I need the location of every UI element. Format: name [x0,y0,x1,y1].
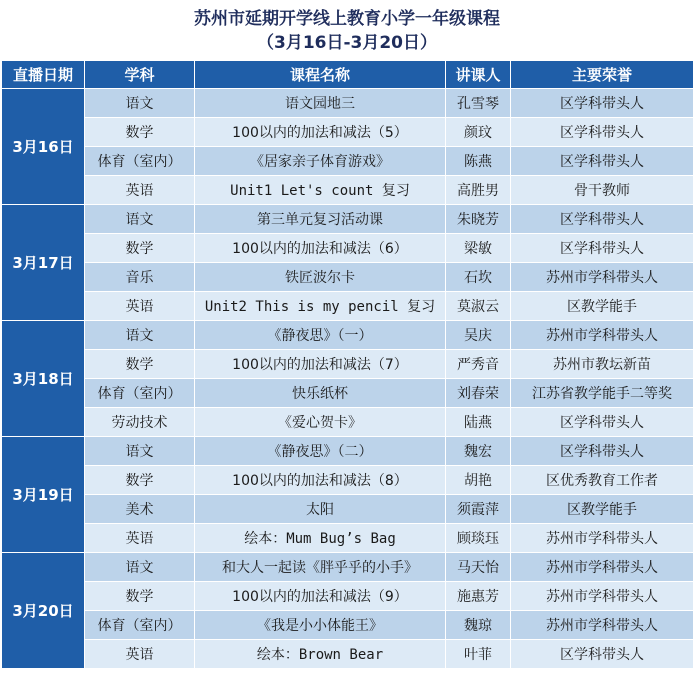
subject-cell: 语文 [85,89,195,118]
subject-cell: 美术 [85,495,195,524]
table-row [2,292,694,321]
subject-cell: 英语 [85,640,195,669]
header-teacher: 讲课人 [446,61,511,89]
header-date: 直播日期 [2,61,85,89]
course-cell: 《我是小小体能王》 [195,611,446,640]
course-cell: 100以内的加法和减法（6） [195,234,446,263]
honor-cell: 区学科带头人 [511,118,694,147]
table-row [2,263,694,292]
subject-cell: 音乐 [85,263,195,292]
course-cell: 《爱心贺卡》 [195,408,446,437]
schedule-title [0,0,694,60]
course-cell: 快乐纸杯 [195,379,446,408]
table-row [2,437,694,466]
teacher-cell: 朱晓芳 [446,205,511,234]
course-cell: 绘本：Brown Bear [195,640,446,669]
subject-cell: 体育（室内） [85,147,195,176]
table-header-row [2,61,694,89]
course-cell: Unit1 Let's count 复习 [195,176,446,205]
teacher-cell: 顾琰珏 [446,524,511,553]
broadcast-date-cell: 3月17日 [2,205,85,321]
broadcast-date-cell: 3月16日 [2,89,85,205]
title-date-range: （3月16日-3月20日） [256,33,438,53]
table-row [2,118,694,147]
honor-cell: 区学科带头人 [511,234,694,263]
course-cell: 100以内的加法和减法（7） [195,350,446,379]
subject-cell: 体育（室内） [85,379,195,408]
table-row [2,350,694,379]
teacher-cell: 颜玟 [446,118,511,147]
header-honor: 主要荣誉 [511,61,694,89]
honor-cell: 区学科带头人 [511,408,694,437]
honor-cell: 区学科带头人 [511,205,694,234]
honor-cell: 区学科带头人 [511,437,694,466]
schedule-table [1,60,694,669]
table-row [2,553,694,582]
honor-cell: 区学科带头人 [511,89,694,118]
header-course: 课程名称 [195,61,446,89]
course-cell: 《静夜思》（二） [195,437,446,466]
honor-cell: 苏州市学科带头人 [511,582,694,611]
teacher-cell: 吴庆 [446,321,511,350]
honor-cell: 区学科带头人 [511,640,694,669]
course-cell: 100以内的加法和减法（9） [195,582,446,611]
course-cell: 铁匠波尔卡 [195,263,446,292]
subject-cell: 体育（室内） [85,611,195,640]
teacher-cell: 魏宏 [446,437,511,466]
teacher-cell: 须霞萍 [446,495,511,524]
teacher-cell: 陆燕 [446,408,511,437]
table-row [2,582,694,611]
course-cell: 100以内的加法和减法（5） [195,118,446,147]
table-row [2,176,694,205]
teacher-cell: 严秀音 [446,350,511,379]
table-row [2,147,694,176]
teacher-cell: 叶菲 [446,640,511,669]
schedule-body [2,89,694,669]
subject-cell: 英语 [85,292,195,321]
honor-cell: 苏州市学科带头人 [511,611,694,640]
subject-cell: 数学 [85,466,195,495]
teacher-cell: 高胜男 [446,176,511,205]
table-row [2,234,694,263]
honor-cell: 苏州市学科带头人 [511,263,694,292]
table-row [2,408,694,437]
broadcast-date-cell: 3月20日 [2,553,85,669]
course-cell: 和大人一起读《胖乎乎的小手》 [195,553,446,582]
subject-cell: 数学 [85,118,195,147]
table-row [2,611,694,640]
teacher-cell: 莫淑云 [446,292,511,321]
teacher-cell: 马天怡 [446,553,511,582]
honor-cell: 区教学能手 [511,292,694,321]
teacher-cell: 刘春荣 [446,379,511,408]
course-cell: 语文园地三 [195,89,446,118]
subject-cell: 劳动技术 [85,408,195,437]
table-row [2,89,694,118]
subject-cell: 数学 [85,350,195,379]
honor-cell: 苏州市教坛新苗 [511,350,694,379]
table-row [2,640,694,669]
broadcast-date-cell: 3月19日 [2,437,85,553]
subject-cell: 语文 [85,205,195,234]
broadcast-date-cell: 3月18日 [2,321,85,437]
teacher-cell: 施惠芳 [446,582,511,611]
table-row [2,466,694,495]
honor-cell: 区优秀教育工作者 [511,466,694,495]
table-row [2,205,694,234]
honor-cell: 骨干教师 [511,176,694,205]
teacher-cell: 石坎 [446,263,511,292]
honor-cell: 苏州市学科带头人 [511,553,694,582]
table-row [2,495,694,524]
teacher-cell: 陈燕 [446,147,511,176]
teacher-cell: 孔雪琴 [446,89,511,118]
subject-cell: 英语 [85,524,195,553]
table-row [2,321,694,350]
title-main: 苏州市延期开学线上教育小学一年级课程 [194,9,500,29]
honor-cell: 区教学能手 [511,495,694,524]
subject-cell: 数学 [85,582,195,611]
subject-cell: 语文 [85,437,195,466]
table-row [2,379,694,408]
subject-cell: 英语 [85,176,195,205]
course-cell: 100以内的加法和减法（8） [195,466,446,495]
course-cell: 太阳 [195,495,446,524]
course-cell: 《静夜思》（一） [195,321,446,350]
header-subject: 学科 [85,61,195,89]
course-cell: Unit2 This is my pencil 复习 [195,292,446,321]
subject-cell: 数学 [85,234,195,263]
honor-cell: 江苏省教学能手二等奖 [511,379,694,408]
course-cell: 绘本：Mum Bug’s Bag [195,524,446,553]
course-cell: 第三单元复习活动课 [195,205,446,234]
subject-cell: 语文 [85,321,195,350]
teacher-cell: 梁敏 [446,234,511,263]
subject-cell: 语文 [85,553,195,582]
teacher-cell: 魏琼 [446,611,511,640]
honor-cell: 苏州市学科带头人 [511,524,694,553]
honor-cell: 苏州市学科带头人 [511,321,694,350]
honor-cell: 区学科带头人 [511,147,694,176]
table-row [2,524,694,553]
teacher-cell: 胡艳 [446,466,511,495]
course-cell: 《居家亲子体育游戏》 [195,147,446,176]
